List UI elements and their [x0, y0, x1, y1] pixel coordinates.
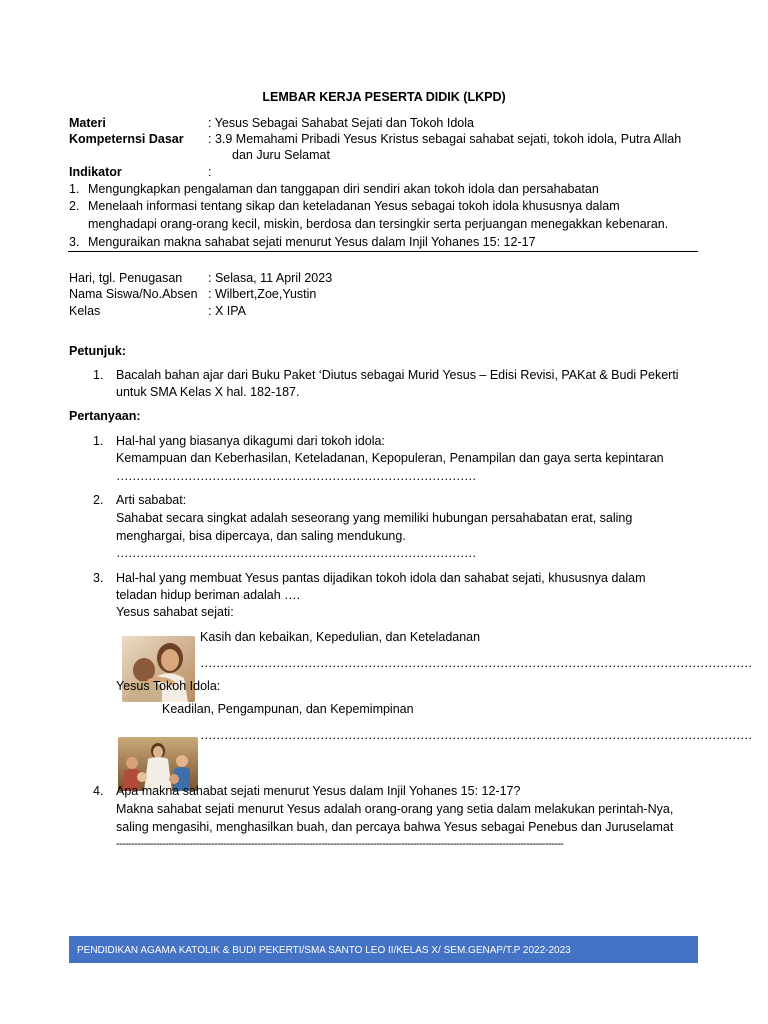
- sahabat-sejati-answer: Kasih dan kebaikan, Kepedulian, dan Keteladanan: [200, 630, 481, 644]
- question-number: 1.: [93, 434, 104, 448]
- pertanyaan-heading: Pertanyaan:: [69, 409, 141, 423]
- sahabat-sejati-dots: …………………………………………………………………………………………………………………………: [200, 656, 752, 670]
- question-1: Hal-hal yang biasanya dikagumi dari tokoh idola:: [116, 434, 385, 448]
- kompetensi-value-line1: : 3.9 Memahami Pribadi Yesus Kristus sebagai sahabat sejati, tokoh idola, Putra Allah: [208, 132, 682, 146]
- indikator-label: Indikator: [69, 165, 122, 179]
- indikator-num: 2.: [69, 199, 80, 213]
- indikator-item: Menelaah informasi tentang sikap dan keteladanan Yesus sebagai tokoh idola khususnya dalam: [88, 199, 620, 213]
- question-4: Apa makna sahabat sejati menurut Yesus dalam Injil Yohanes 15: 12-17?: [116, 784, 521, 798]
- petunjuk-heading: Petunjuk:: [69, 344, 126, 358]
- answer-1-dots: ………………………………………………………………………………: [116, 469, 476, 483]
- class-label: Kelas: [69, 304, 101, 318]
- materi-label: Materi: [69, 116, 106, 130]
- question-number: 3.: [93, 571, 104, 585]
- footer-text: PENDIDIKAN AGAMA KATOLIK & BUDI PEKERTI/SMA SANTO LEO II/KELAS X/ SEM.GENAP/T.P 2022-2023: [77, 945, 571, 956]
- indikator-item: Mengungkapkan pengalaman dan tanggapan diri sendiri akan tokoh idola dan persahabatan: [88, 182, 599, 196]
- indikator-num: 1.: [69, 182, 80, 196]
- indikator-colon: :: [208, 165, 212, 179]
- question-number: 2.: [93, 493, 104, 507]
- answer-4-line2: saling mengasihi, menghasilkan buah, dan percaya bahwa Yesus sebagai Penebus dan Juruselamat: [116, 820, 674, 834]
- divider: [68, 251, 698, 252]
- tokoh-idola-dots: …………………………………………………………………………………………………………………………: [200, 728, 752, 742]
- materi-value: : Yesus Sebagai Sahabat Sejati dan Tokoh Idola: [208, 116, 474, 130]
- tokoh-idola-answer: Keadilan, Pengampunan, dan Kepemimpinan: [162, 702, 414, 716]
- sahabat-sejati-label: Yesus sahabat sejati:: [116, 605, 234, 619]
- kompetensi-label: Kompeternsi Dasar: [69, 132, 184, 146]
- date-label: Hari, tgl. Penugasan: [69, 271, 183, 285]
- class-value: : X IPA: [208, 304, 246, 318]
- footer-bar: [69, 936, 698, 963]
- page-title: LEMBAR KERJA PESERTA DIDIK (LKPD): [262, 90, 506, 104]
- question-2: Arti sababat:: [116, 493, 187, 507]
- question-number: 4.: [93, 784, 104, 798]
- answer-2-line1: Sahabat secara singkat adalah seseorang yang memiliki hubungan persahabatan erat, saling: [116, 511, 633, 525]
- student-name-label: Nama Siswa/No.Absen: [69, 287, 198, 301]
- indikator-num: 3.: [69, 235, 80, 249]
- answer-2-line2: menghargai, bisa dipercaya, dan saling mendukung.: [116, 529, 406, 543]
- answer-2-dots: ………………………………………………………………………………: [116, 546, 476, 560]
- date-value: : Selasa, 11 April 2023: [208, 271, 333, 285]
- student-name-value: : Wilbert,Zoe,Yustin: [208, 287, 317, 301]
- question-3-line2: teladan hidup beriman adalah ….: [116, 588, 301, 602]
- answer-4-dashes: --------------------------------------------------------------------------------------------------------------------------------------------------: [116, 838, 564, 850]
- petunjuk-line1: Bacalah bahan ajar dari Buku Paket ‘Diutus sebagai Murid Yesus – Edisi Revisi, PAKat & Budi Pekerti: [116, 368, 679, 382]
- petunjuk-num: 1.: [93, 368, 104, 382]
- tokoh-idola-label: Yesus Tokoh Idola:: [116, 679, 221, 693]
- answer-1: Kemampuan dan Keberhasilan, Keteladanan, Kepopuleran, Penampilan dan gaya serta kepintaran: [116, 451, 664, 465]
- indikator-item-continued: menghadapi orang-orang kecil, miskin, berdosa dan tersingkir serta perjuangan menegakkan kebenaran.: [88, 217, 669, 231]
- indikator-item: Menguraikan makna sahabat sejati menurut Yesus dalam Injil Yohanes 15: 12-17: [88, 235, 536, 249]
- petunjuk-line2: untuk SMA Kelas X hal. 182-187.: [116, 385, 300, 399]
- answer-4-line1: Makna sahabat sejati menurut Yesus adalah orang-orang yang setia dalam melakukan perintah-Nya,: [116, 802, 674, 816]
- question-3-line1: Hal-hal yang membuat Yesus pantas dijadikan tokoh idola dan sahabat sejati, khususnya dalam: [116, 571, 646, 585]
- kompetensi-value-line2: dan Juru Selamat: [232, 148, 330, 162]
